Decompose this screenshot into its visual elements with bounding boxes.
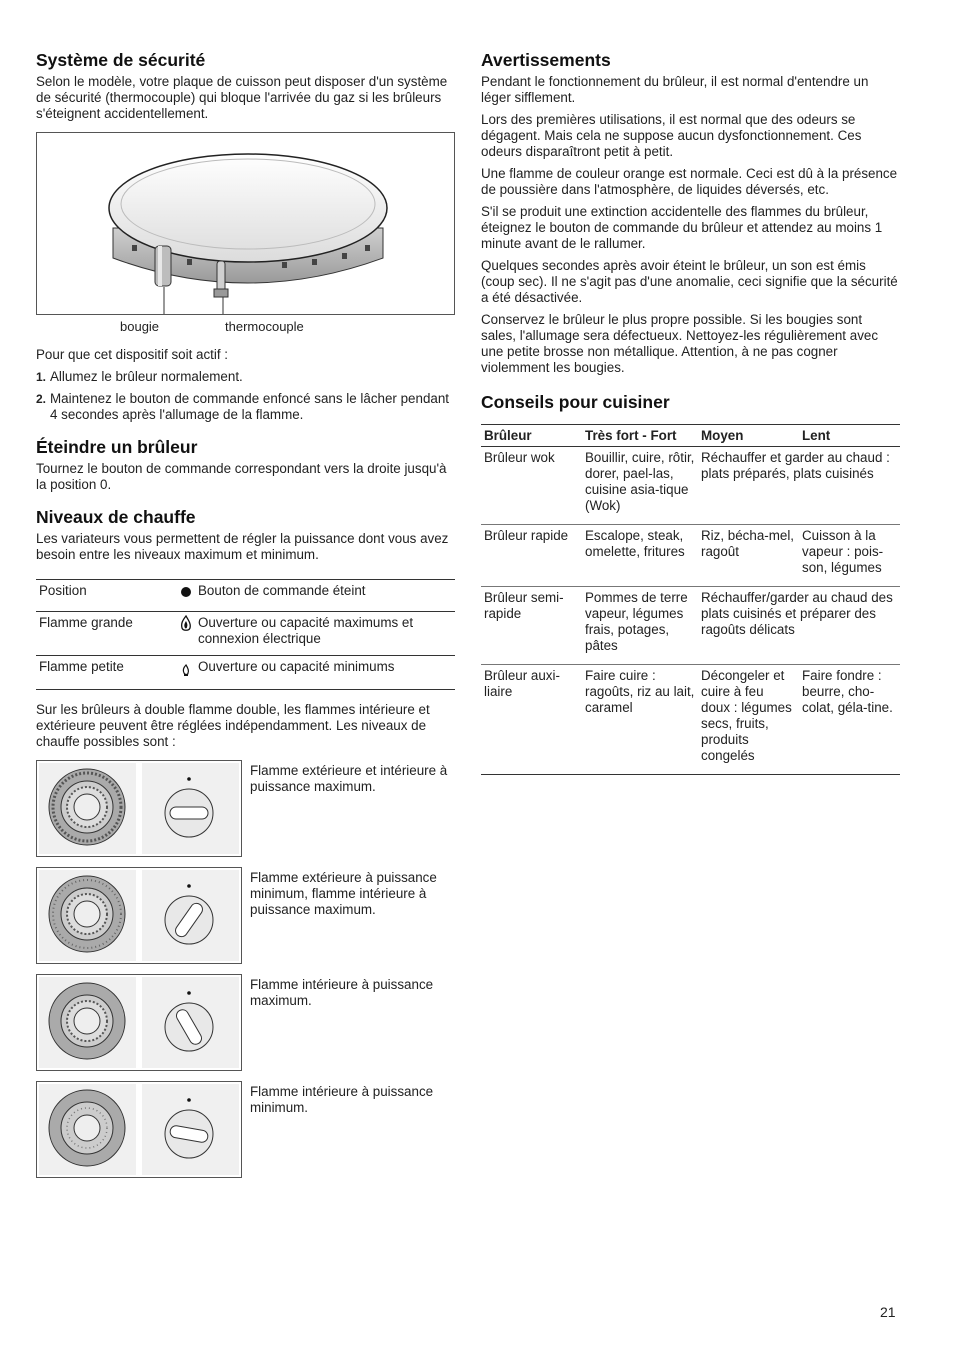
step-item: 1. Allumez le brûleur normalement. (36, 369, 243, 384)
list-item (36, 974, 455, 1081)
column-header: Très fort - Fort (582, 425, 698, 447)
dual-flame-text: Sur les brûleurs à double flamme double, les flammes intérieure et extérieure peuvent être réglées indépendamment. Les niveaux de chauffe possibles sont : (36, 702, 430, 749)
dot-icon (180, 587, 192, 602)
extinguish-text: Tournez le bouton de commande correspondant vers la droite jusqu'à la position 0. (36, 461, 447, 492)
column-header: Lent (799, 425, 900, 447)
illustration-labels (36, 315, 455, 337)
table-row: Brûleur semi-rapide Pommes de terre vapeur, légumes frais, potages, pâtes Réchauffer/garder au chaud des plats cuisinés et préparer des ragoûts délicats (481, 587, 900, 665)
dual-flame-list (36, 760, 455, 1188)
label-thermocouple: thermocouple (225, 319, 304, 334)
label-bougie: bougie (120, 319, 160, 334)
security-title: Système de sécurité (36, 50, 206, 70)
warning-paragraph: Une flamme de couleur orange est normale. Ceci est dû à la présence de poussière dans l'atmosphère, de liquides déversés, etc. (481, 166, 898, 197)
small-flame-icon (180, 665, 192, 680)
levels-text: Les variateurs vous permettent de régler la puissance dont vous avez besoin entre les niveaux maximum et minimum. (36, 531, 449, 562)
dual-flame-caption: Flamme intérieure à puissance minimum. (250, 1084, 434, 1115)
column-header: Moyen (698, 425, 799, 447)
activation-steps (36, 369, 455, 423)
dual-flame-caption: Flamme extérieure à puissance minimum, flamme intérieure à puissance maximum. (250, 870, 437, 917)
dual-flame-caption: Flamme intérieure à puissance maximum. (250, 977, 434, 1008)
table-row: Flamme grande Ouverture ou capacité maximums et connexion électrique (36, 612, 455, 656)
burner-illustration (36, 132, 455, 315)
right-column (481, 50, 900, 775)
table-header-row (481, 425, 900, 447)
warning-paragraph: Conservez le brûleur le plus propre possible. Si les bougies sont sales, l'allumage sera défectueux. Nettoyez-les régulièrement avec une petite brosse non métallique. Attention, à ne pas cogner violemment les bougies. (481, 312, 879, 375)
table-row: Brûleur wok Bouillir, cuire, rôtir, dorer, pael-las, cuisine asia-tique (Wok) Réchauffer et garder au chaud : plats préparés, plats cuisinés (481, 447, 900, 525)
dual-flame-caption: Flamme extérieure et intérieure à puissance maximum. (250, 763, 448, 794)
table-row: Flamme petite Ouverture ou capacité minimums (36, 656, 455, 690)
page-number: 21 (880, 1304, 896, 1320)
burner-knob-illustration (36, 1081, 242, 1178)
activation-intro: Pour que cet dispositif soit actif : (36, 347, 229, 362)
table-row: Brûleur rapide Escalope, steak, omelette, fritures Riz, bécha-mel, ragoût Cuisson à la vapeur : pois-son, légumes (481, 525, 900, 587)
table-row: Brûleur auxi-liaire Faire cuire : ragoûts, riz au lait, caramel Décongeler et cuire à feu doux : légumes secs, fruits, produits congelés Faire fondre : beurre, cho-colat, géla-tine. (481, 665, 900, 775)
list-item (36, 760, 455, 867)
burner-knob-illustration (36, 867, 242, 964)
warnings-title: Avertissements (481, 50, 611, 70)
list-item (36, 867, 455, 974)
cooking-title: Conseils pour cuisiner (481, 392, 670, 412)
table-row: Position Bouton de commande éteint (36, 580, 455, 612)
column-header: Brûleur (481, 425, 582, 447)
step-item: 2. Maintenez le bouton de commande enfoncé sans le lâcher pendant 4 secondes après l'allumage de la flamme. (36, 391, 450, 422)
cooking-table (481, 424, 900, 775)
warning-paragraph: Pendant le fonctionnement du brûleur, il est normal d'entendre un léger sifflement. (481, 74, 869, 105)
burner-knob-illustration (36, 760, 242, 857)
list-item (36, 1081, 455, 1188)
levels-table (36, 579, 455, 690)
levels-title: Niveaux de chauffe (36, 507, 196, 527)
burner-knob-illustration (36, 974, 242, 1071)
extinguish-title: Éteindre un brûleur (36, 437, 198, 457)
large-flame-icon (180, 621, 192, 636)
warning-paragraph: S'il se produit une extinction accidentelle des flammes du brûleur, éteignez le bouton de commande du brûleur et attendez au moins 1 minute avant de le rallumer. (481, 204, 883, 251)
warning-paragraph: Quelques secondes après avoir éteint le brûleur, un son est émis (coup sec). Il ne s'agit pas d'une anomalie, ceci signifie que la sécurité a été désactivée. (481, 258, 898, 305)
security-intro: Selon le modèle, votre plaque de cuisson peut disposer d'un système de sécurité (thermocouple) qui bloque l'arrivée du gaz si les brûleurs s'éteignent accidentellement. (36, 74, 448, 121)
left-column (36, 50, 455, 1188)
warning-paragraph: Lors des premières utilisations, il est normal que des odeurs se dégagent. Mais cela ne suppose aucun dysfonctionnement. Ces odeurs disparaîtront petit à petit. (481, 112, 862, 159)
